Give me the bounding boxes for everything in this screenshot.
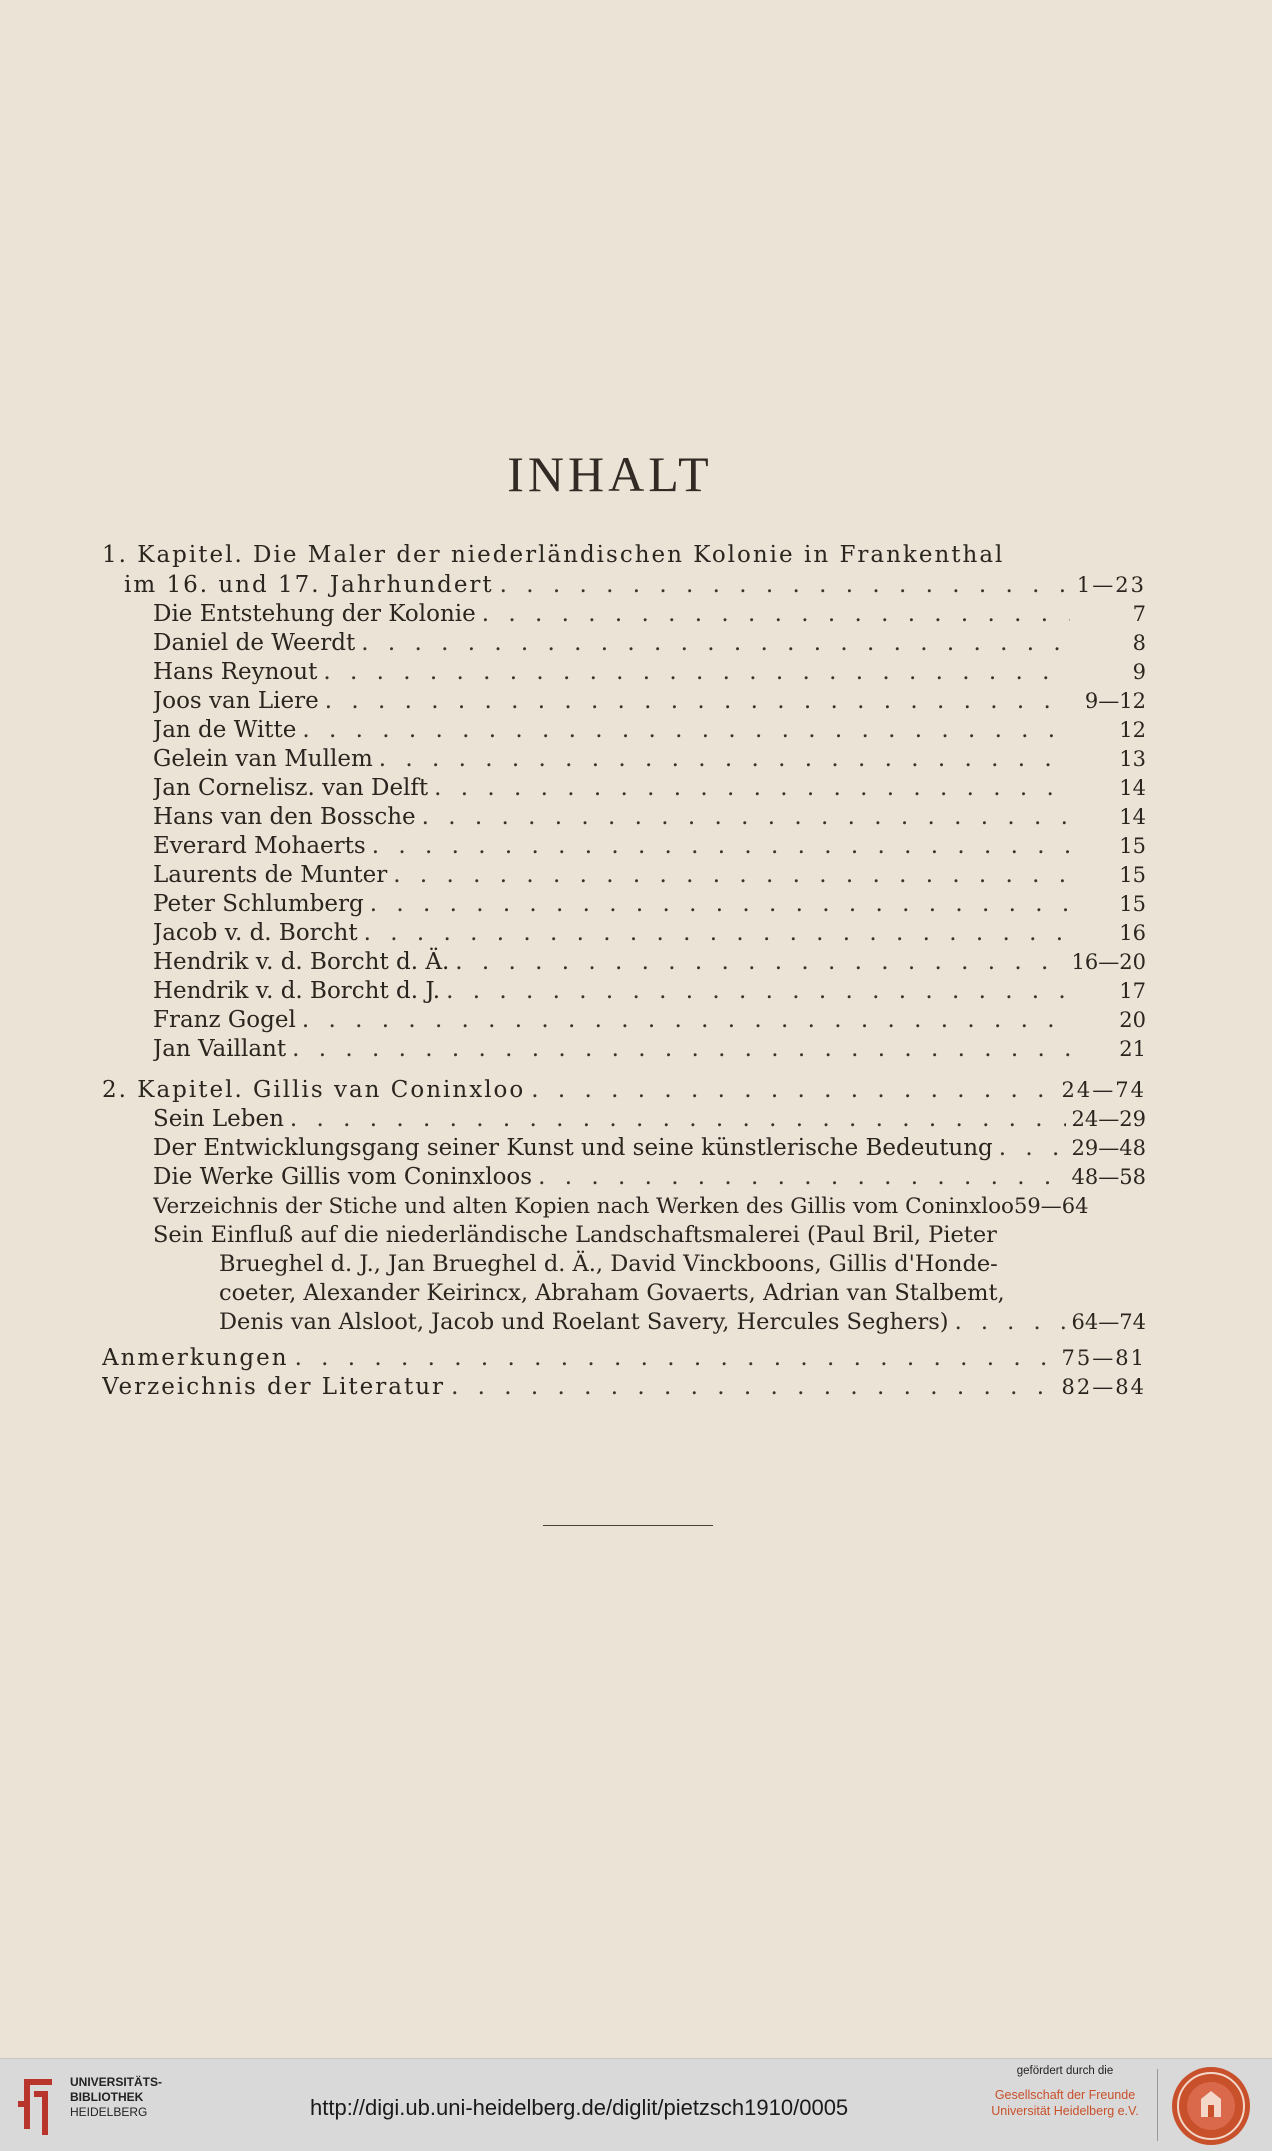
entry-pages: 16 — [1119, 921, 1146, 945]
entry-pages: 14 — [1119, 805, 1146, 829]
toc-entry — [153, 1104, 1146, 1134]
toc-entry — [153, 599, 1146, 629]
literatur-entry — [102, 1372, 1146, 1402]
einfluss-line1: Sein Einfluß auf die niederländische Landschaftsmalerei (Paul Bril, Pieter — [153, 1222, 997, 1248]
toc-entry — [153, 1162, 1146, 1192]
entry-pages: 9 — [1132, 660, 1146, 684]
leader-dots — [538, 1162, 1065, 1192]
entry-title: Denis van Alsloot, Jacob und Roelant Savery, Hercules Seghers) — [219, 1309, 949, 1335]
library-name-line2: BIBLIOTHEK — [70, 2090, 144, 2104]
leader-dots — [290, 1104, 1066, 1134]
einfluss-line4 — [219, 1307, 1146, 1337]
chapter2-heading — [102, 1075, 1146, 1105]
entry-title: Everard Mohaerts — [153, 833, 366, 859]
entry-pages: 15 — [1119, 834, 1146, 858]
permalink-url[interactable]: http://digi.ub.uni-heidelberg.de/diglit/pietzsch1910/0005 — [310, 2095, 849, 2120]
sponsor-caption: gefördert durch die — [1016, 2065, 1114, 2077]
entry-title: Hendrik v. d. Borcht d. J. — [153, 978, 441, 1004]
einfluss-line2: Brueghel d. J., Jan Brueghel d. Ä., David Vinckboons, Gillis d'Honde- — [219, 1251, 998, 1277]
leader-dots — [364, 918, 1070, 948]
leader-dots — [372, 831, 1070, 861]
entry-pages: 59—64 — [1014, 1194, 1089, 1218]
page-title: INHALT — [507, 446, 713, 502]
entry-pages: 17 — [1119, 979, 1146, 1003]
university-seal-icon[interactable] — [1170, 2065, 1252, 2147]
toc-entry — [153, 657, 1146, 687]
entry-title: Jan Vaillant — [153, 1036, 287, 1062]
entry-pages: 13 — [1119, 747, 1146, 771]
entry-pages: 48—58 — [1071, 1165, 1146, 1189]
entry-pages: 8 — [1132, 631, 1146, 655]
leader-dots — [482, 599, 1070, 629]
entry-pages: 14 — [1119, 776, 1146, 800]
leader-dots — [422, 802, 1070, 832]
entry-title: Hans van den Bossche — [153, 804, 416, 830]
entry-pages: 9—12 — [1084, 689, 1146, 713]
toc-entry — [153, 686, 1146, 716]
toc-entry — [153, 860, 1146, 890]
leader-dots — [531, 1075, 1055, 1105]
entry-title: Verzeichnis der Stiche und alten Kopien nach Werken des Gillis vom Coninxloo — [153, 1194, 1014, 1219]
toc-entry — [153, 773, 1146, 803]
leader-dots — [361, 628, 1070, 658]
entry-pages: 16—20 — [1071, 950, 1146, 974]
entry-title: Die Entstehung der Kolonie — [153, 601, 476, 627]
library-logo-icon[interactable] — [14, 2071, 62, 2141]
toc-entry — [153, 1191, 1146, 1221]
leader-dots — [455, 947, 1065, 977]
entry-pages: 82—84 — [1061, 1375, 1146, 1399]
footer-bar — [0, 2058, 1272, 2151]
leader-dots — [302, 715, 1070, 745]
entry-title: Hendrik v. d. Borcht d. Ä. — [153, 949, 450, 975]
toc-entry — [153, 715, 1146, 745]
entry-pages: 21 — [1119, 1037, 1146, 1061]
toc-entry — [153, 918, 1146, 948]
leader-dots — [434, 773, 1070, 803]
chapter1-heading-line1: 1. Kapitel. Die Maler der niederländischen Kolonie in Frankenthal — [102, 542, 1005, 568]
anmerkungen-entry — [102, 1343, 1146, 1373]
leader-dots — [446, 976, 1070, 1006]
leader-dots — [393, 860, 1070, 890]
entry-pages: 12 — [1119, 718, 1146, 742]
entry-title: Franz Gogel — [153, 1007, 296, 1033]
leader-dots — [451, 1372, 1055, 1402]
entry-pages: 20 — [1119, 1008, 1146, 1032]
entry-pages: 15 — [1119, 892, 1146, 916]
entry-title: Hans Reynout — [153, 659, 318, 685]
leader-dots — [292, 1034, 1070, 1064]
chapter2-pages: 24—74 — [1061, 1078, 1146, 1102]
toc-entry — [153, 628, 1146, 658]
entry-title: Sein Leben — [153, 1106, 284, 1132]
sponsor-block[interactable] — [985, 2065, 1145, 2119]
entry-title: Jacob v. d. Borcht — [153, 920, 358, 946]
leader-dots — [323, 657, 1070, 687]
entry-title: Der Entwicklungsgang seiner Kunst und seine künstlerische Bedeutung — [153, 1135, 993, 1161]
entry-pages: 24—29 — [1071, 1107, 1146, 1131]
sponsor-name-line2: Universität Heidelberg e.V. — [991, 2104, 1139, 2118]
chapter1-title: im 16. und 17. Jahrhundert — [124, 572, 494, 598]
entry-pages: 64—74 — [1071, 1310, 1146, 1334]
entry-pages: 7 — [1132, 602, 1146, 626]
entry-title: Die Werke Gillis vom Coninxloos — [153, 1164, 533, 1190]
toc-entry — [153, 947, 1146, 977]
toc-entry — [153, 1133, 1146, 1163]
leader-dots — [325, 686, 1070, 716]
leader-dots — [500, 570, 1070, 600]
library-name-line3: HEIDELBERG — [70, 2105, 148, 2119]
entry-title: Verzeichnis der Literatur — [102, 1374, 446, 1400]
toc-entry — [153, 831, 1146, 861]
chapter2-title: 2. Kapitel. Gillis van Coninxloo — [102, 1077, 526, 1103]
entry-title: Daniel de Weerdt — [153, 630, 356, 656]
end-rule — [543, 1525, 713, 1526]
entry-pages: 29—48 — [1071, 1136, 1146, 1160]
entry-pages: 75—81 — [1061, 1346, 1146, 1370]
leader-dots — [999, 1133, 1066, 1163]
leader-dots — [955, 1307, 1066, 1337]
entry-title: Joos van Liere — [153, 688, 319, 714]
leader-dots — [370, 889, 1070, 919]
leader-dots — [302, 1005, 1070, 1035]
toc-entry — [153, 802, 1146, 832]
library-name[interactable] — [70, 2075, 162, 2120]
entry-title: Jan Cornelisz. van Delft — [153, 775, 429, 801]
entry-title: Anmerkungen — [102, 1345, 289, 1371]
footer-divider — [1157, 2069, 1158, 2141]
toc-entry — [153, 976, 1146, 1006]
entry-title: Laurents de Munter — [153, 862, 388, 888]
einfluss-line3: coeter, Alexander Keirincx, Abraham Govaerts, Adrian van Stalbemt, — [219, 1280, 1005, 1306]
toc-entry — [153, 744, 1146, 774]
toc-entry — [153, 889, 1146, 919]
chapter1-pages: 1—23 — [1076, 573, 1146, 597]
toc-entry — [153, 1034, 1146, 1064]
toc-entry — [153, 1005, 1146, 1035]
leader-dots — [379, 744, 1070, 774]
chapter1-heading-line2 — [124, 570, 1146, 600]
library-name-line1: UNIVERSITÄTS- — [70, 2075, 163, 2089]
entry-pages: 15 — [1119, 863, 1146, 887]
sponsor-name-line1: Gesellschaft der Freunde — [994, 2088, 1136, 2102]
entry-title: Jan de Witte — [153, 717, 297, 743]
entry-title: Peter Schlumberg — [153, 891, 364, 917]
leader-dots — [295, 1343, 1056, 1373]
entry-title: Gelein van Mullem — [153, 746, 373, 772]
